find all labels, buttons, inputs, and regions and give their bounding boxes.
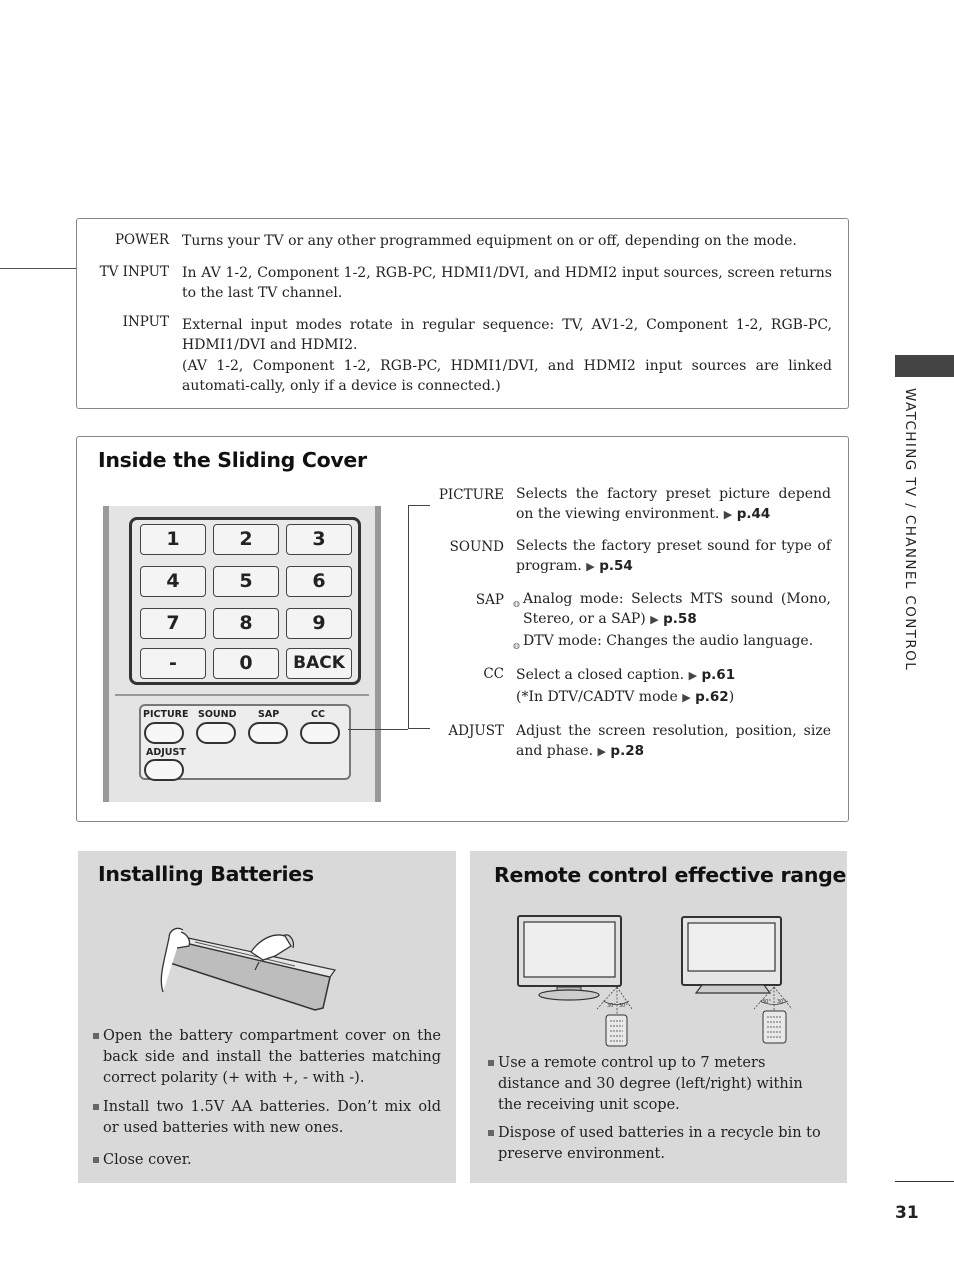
- sap-button: [248, 722, 288, 744]
- desc-input: External input modes rotate in regular sequence: TV, AV1-2, Component 1-2, RGB-PC, HDMI1/DVI and HDMI2.: [182, 317, 832, 353]
- desc-input-note: (AV 1-2, Component 1-2, RGB-PC, HDMI1/DVI, and HDMI2 input sources are linked automati-cally, only if a device is connected.): [182, 358, 832, 394]
- desc-sap: ◍ Analog mode: Selects MTS sound (Mono, Stereo, or a SAP) ▶ p.58: [513, 591, 831, 627]
- range-bullet-1: Use a remote control up to 7 meters distance and 30 degree (left/right) within the receiving unit scope.: [498, 1053, 828, 1116]
- section-tab: [895, 355, 954, 377]
- term-tv-input: TV INPUT: [99, 264, 169, 280]
- cover-divider: [115, 694, 369, 696]
- remote-range-title: Remote control effective range: [494, 863, 847, 887]
- term-input: INPUT: [122, 314, 169, 330]
- adjust-button: [144, 759, 184, 781]
- page-number-rule: [895, 1181, 954, 1182]
- key-4: 4: [140, 566, 206, 597]
- desc-sound: Selects the factory preset sound for type of program. ▶ p.54: [516, 538, 831, 574]
- battery-bullet-3: Close cover.: [103, 1150, 441, 1171]
- term-cc: CC: [483, 666, 504, 682]
- angle-label-left: 30°: [762, 999, 771, 1005]
- key-2: 2: [213, 524, 279, 555]
- key-1: 1: [140, 524, 206, 555]
- desc-tv-input: In AV 1-2, Component 1-2, RGB-PC, HDMI1/DVI, and HDMI2 input sources, screen returns to the last TV channel.: [182, 265, 832, 301]
- term-picture: PICTURE: [438, 487, 504, 503]
- remote-sliding-cover-illustration: [103, 506, 381, 802]
- desc-picture: Selects the factory preset picture depend on the viewing environment. ▶ p.44: [516, 486, 831, 522]
- section-side-label: WATCHING TV / CHANNEL CONTROL: [902, 388, 918, 672]
- battery-bullet-2: Install two 1.5V AA batteries. Don’t mix old or used batteries with new ones.: [103, 1097, 441, 1139]
- key-6: 6: [286, 566, 352, 597]
- number-keypad: [129, 517, 361, 685]
- installing-batteries-title: Installing Batteries: [98, 862, 314, 886]
- bullet-dot-icon: ◍: [513, 641, 520, 650]
- key-9: 9: [286, 608, 352, 639]
- angle-label-right: 30°: [777, 999, 786, 1005]
- leader-to-remote: [348, 729, 408, 730]
- desc-adjust: Adjust the screen resolution, position, size and phase. ▶ p.28: [516, 723, 831, 759]
- range-bullet-2: Dispose of used batteries in a recycle bin to preserve environment.: [498, 1123, 828, 1165]
- left-rule: [0, 268, 78, 269]
- page-number: 31: [895, 1203, 919, 1223]
- sound-button: [196, 722, 236, 744]
- picture-button: [144, 722, 184, 744]
- label-cc-button: CC: [311, 709, 325, 720]
- desc-sap-dtv: ◍ DTV mode: Changes the audio language.: [513, 632, 831, 652]
- term-sound: SOUND: [449, 539, 504, 555]
- bullet-dot-icon: ◍: [513, 599, 520, 608]
- desc-cc-dtv: (*In DTV/CADTV mode ▶ p.62): [516, 689, 735, 705]
- function-button-pad: [139, 704, 351, 780]
- angle-label-right: 30°: [619, 1003, 628, 1009]
- key-7: 7: [140, 608, 206, 639]
- leader-bracket: [408, 505, 430, 729]
- key-0: 0: [213, 648, 279, 679]
- key-8: 8: [213, 608, 279, 639]
- label-picture-button: PICTURE: [143, 709, 189, 720]
- angle-label-left: 30°: [607, 1003, 616, 1009]
- desc-power: Turns your TV or any other programmed equipment on or off, depending on the mode.: [182, 233, 797, 249]
- term-adjust: ADJUST: [448, 723, 504, 739]
- battery-cover-illustration: [155, 922, 355, 1014]
- term-sap: SAP: [475, 592, 504, 608]
- cc-button: [300, 722, 340, 744]
- tv-range-illustration-right: [678, 913, 795, 1048]
- key-5: 5: [213, 566, 279, 597]
- top-buttons-box: [76, 218, 849, 409]
- label-sap-button: SAP: [258, 709, 280, 720]
- sliding-cover-title: Inside the Sliding Cover: [98, 448, 367, 472]
- label-sound-button: SOUND: [198, 709, 237, 720]
- desc-cc: Select a closed caption. ▶ p.61: [516, 667, 736, 683]
- key-3: 3: [286, 524, 352, 555]
- key-dash: -: [140, 648, 206, 679]
- term-power: POWER: [114, 232, 169, 248]
- label-adjust-button: ADJUST: [146, 747, 186, 758]
- key-back: BACK: [286, 648, 352, 679]
- battery-bullet-1: Open the battery compartment cover on the back side and install the batteries matching correct polarity (+ with +, - with -).: [103, 1026, 441, 1089]
- tv-range-illustration-left: [515, 913, 632, 1048]
